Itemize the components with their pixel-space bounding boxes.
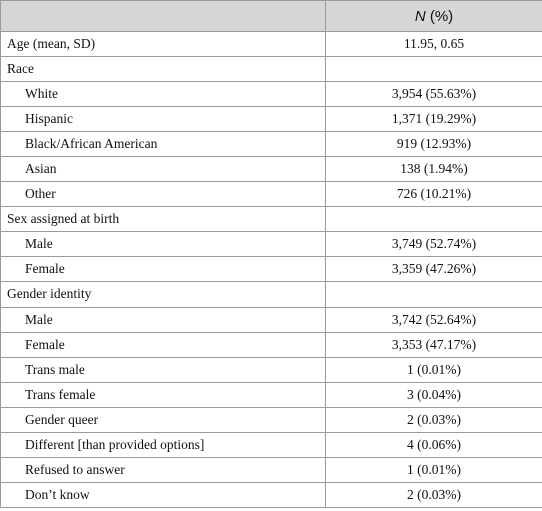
header-n-label: N bbox=[414, 7, 426, 25]
table-row bbox=[1, 332, 542, 357]
row-label: Gender queer bbox=[1, 407, 326, 432]
table-row bbox=[1, 132, 542, 157]
row-value bbox=[326, 282, 542, 307]
table-row bbox=[1, 257, 542, 282]
row-value: 2 (0.03%) bbox=[326, 407, 542, 432]
row-value bbox=[326, 207, 542, 232]
row-value: 1,371 (19.29%) bbox=[326, 107, 542, 132]
row-value: 138 (1.94%) bbox=[326, 157, 542, 182]
table-row bbox=[1, 182, 542, 207]
row-value: 1 (0.01%) bbox=[326, 357, 542, 382]
row-label: White bbox=[1, 82, 326, 107]
table-row bbox=[1, 357, 542, 382]
table-row bbox=[1, 457, 542, 482]
row-label: Race bbox=[1, 57, 326, 82]
row-label: Don’t know bbox=[1, 482, 326, 507]
row-value: 726 (10.21%) bbox=[326, 182, 542, 207]
table-row bbox=[1, 432, 542, 457]
table-row bbox=[1, 307, 542, 332]
table-row bbox=[1, 32, 542, 57]
table-row bbox=[1, 407, 542, 432]
row-label: Black/African American bbox=[1, 132, 326, 157]
table-row bbox=[1, 107, 542, 132]
table-row bbox=[1, 232, 542, 257]
table-row bbox=[1, 282, 542, 307]
row-value: 919 (12.93%) bbox=[326, 132, 542, 157]
table-row bbox=[1, 382, 542, 407]
row-label: Age (mean, SD) bbox=[1, 32, 326, 57]
table-body bbox=[1, 32, 542, 508]
row-value: 3 (0.04%) bbox=[326, 382, 542, 407]
row-label: Other bbox=[1, 182, 326, 207]
row-label: Female bbox=[1, 332, 326, 357]
row-label: Different [than provided options] bbox=[1, 432, 326, 457]
header-percent-label: (%) bbox=[425, 7, 454, 25]
row-value: 3,954 (55.63%) bbox=[326, 82, 542, 107]
row-value: 3,749 (52.74%) bbox=[326, 232, 542, 257]
table-header-row bbox=[1, 1, 542, 32]
table-row bbox=[1, 57, 542, 82]
table-row bbox=[1, 82, 542, 107]
row-value: 3,359 (47.26%) bbox=[326, 257, 542, 282]
table-row bbox=[1, 207, 542, 232]
row-label: Male bbox=[1, 232, 326, 257]
header-cell-n-percent bbox=[326, 1, 542, 32]
row-value bbox=[326, 57, 542, 82]
row-label: Asian bbox=[1, 157, 326, 182]
table-row bbox=[1, 482, 542, 507]
header-cell-characteristic bbox=[1, 1, 326, 32]
row-label: Refused to answer bbox=[1, 457, 326, 482]
row-label: Sex assigned at birth bbox=[1, 207, 326, 232]
row-label: Gender identity bbox=[1, 282, 326, 307]
row-label: Male bbox=[1, 307, 326, 332]
row-value: 1 (0.01%) bbox=[326, 457, 542, 482]
row-label: Trans female bbox=[1, 382, 326, 407]
row-value: 4 (0.06%) bbox=[326, 432, 542, 457]
row-value: 3,742 (52.64%) bbox=[326, 307, 542, 332]
row-value: 2 (0.03%) bbox=[326, 482, 542, 507]
row-value: 3,353 (47.17%) bbox=[326, 332, 542, 357]
table-row bbox=[1, 157, 542, 182]
row-value: 11.95, 0.65 bbox=[326, 32, 542, 57]
row-label: Trans male bbox=[1, 357, 326, 382]
row-label: Female bbox=[1, 257, 326, 282]
row-label: Hispanic bbox=[1, 107, 326, 132]
